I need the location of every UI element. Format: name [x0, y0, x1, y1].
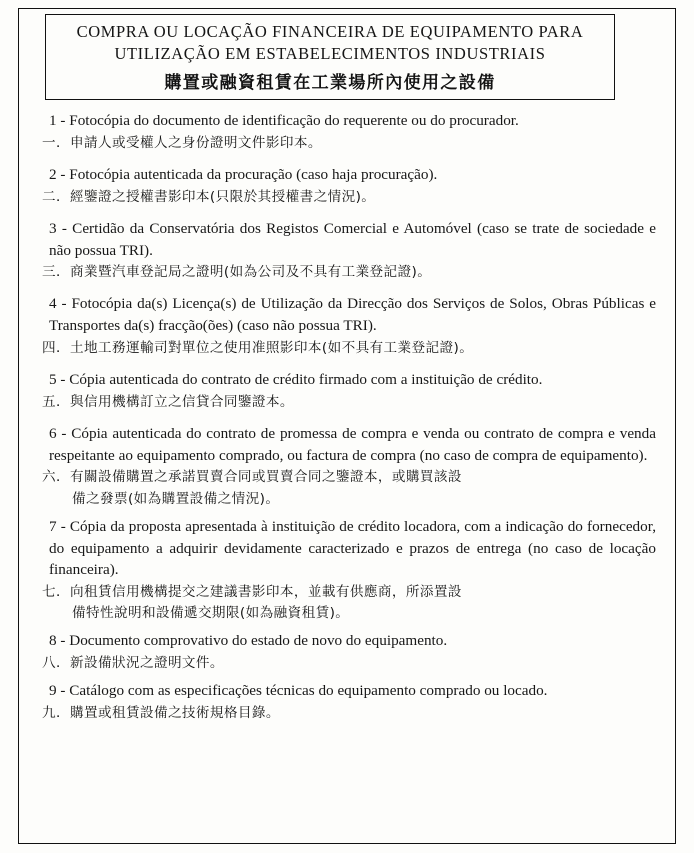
title-chinese: 購置或融資租賃在工業場所內使用之設備	[164, 72, 496, 93]
item-7-chinese-cont: 備特性說明和設備遞交期限(如為融資租賃)。	[72, 605, 350, 622]
requirements-list	[42, 110, 656, 734]
item-9-portuguese: 9 - Catálogo com as especificações técnicas do equipamento comprado ou locado.	[49, 682, 548, 700]
list-item	[42, 110, 656, 153]
item-1-portuguese: 1 - Fotocópia do documento de identificação do requerente ou do procurador.	[49, 112, 519, 129]
item-2-portuguese: 2 - Fotocópia autenticada da procuração (caso haja procuração).	[49, 165, 438, 183]
item-3-portuguese: 3 - Certidão da Conservatória dos Registos Comercial e Automóvel (caso se trate de sociedade e não possua TRI).	[49, 219, 656, 259]
item-4-chinese: 四．土地工務運輸司對單位之使用准照影印本(如不具有工業登記證)。	[42, 339, 474, 356]
title-portuguese-line2: UTILIZAÇÃO EM ESTABELECIMENTOS INDUSTRIAIS	[114, 44, 546, 64]
item-6-portuguese: 6 - Cópia autenticada do contrato de promessa de compra e venda ou contrato de compra e venda respeitante ao equipamento comprado, ou factura de compra (no caso de compra de equipamento).	[49, 425, 656, 464]
list-item	[42, 164, 656, 207]
item-7-chinese: 七．向租賃信用機構提交之建議書影印本，並載有供應商，所添置設	[42, 583, 462, 600]
list-item	[42, 369, 656, 412]
list-item	[42, 293, 656, 358]
item-5-portuguese: 5 - Cópia autenticada do contrato de crédito firmado com a instituição de crédito.	[49, 371, 543, 389]
list-item	[42, 630, 656, 673]
item-6-chinese-cont: 備之發票(如為購置設備之情況)。	[72, 490, 280, 507]
list-item	[42, 423, 656, 509]
item-9-chinese: 九．購置或租賃設備之技術規格目錄。	[42, 705, 280, 721]
item-4-portuguese: 4 - Fotocópia da(s) Licença(s) de Utilização da Direcção dos Serviços de Solos, Obras Públicas e Transportes da(s) fracção(ões) (caso não possua TRI).	[49, 295, 656, 335]
item-7-portuguese: 7 - Cópia da proposta apresentada à instituição de crédito locadora, com a indicação do fornecedor, do equipamento a adquirir devidamente caracterizado e prazos de entrega (no caso de locação financeira).	[49, 517, 656, 579]
item-5-chinese: 五．與信用機構訂立之信貸合同鑒證本。	[42, 393, 294, 410]
list-item	[42, 516, 656, 624]
item-8-chinese: 八．新設備狀況之證明文件。	[42, 655, 224, 672]
item-6-chinese: 六．有關設備購置之承諾買賣合同或買賣合同之鑒證本，或購買該設	[42, 469, 462, 486]
list-item	[42, 218, 656, 283]
title-portuguese-line1: COMPRA OU LOCAÇÃO FINANCEIRA DE EQUIPAMENTO PARA	[76, 22, 584, 41]
item-2-chinese: 二．經鑒證之授權書影印本(只限於其授權書之情況)。	[42, 188, 376, 205]
item-3-chinese: 三．商業暨汽車登記局之證明(如為公司及不具有工業登記證)。	[42, 264, 432, 281]
item-1-chinese: 一．申請人或受權人之身份證明文件影印本。	[42, 134, 322, 151]
title-box	[45, 14, 615, 100]
list-item	[42, 680, 656, 723]
item-8-portuguese: 8 - Documento comprovativo do estado de novo do equipamento.	[49, 632, 448, 650]
